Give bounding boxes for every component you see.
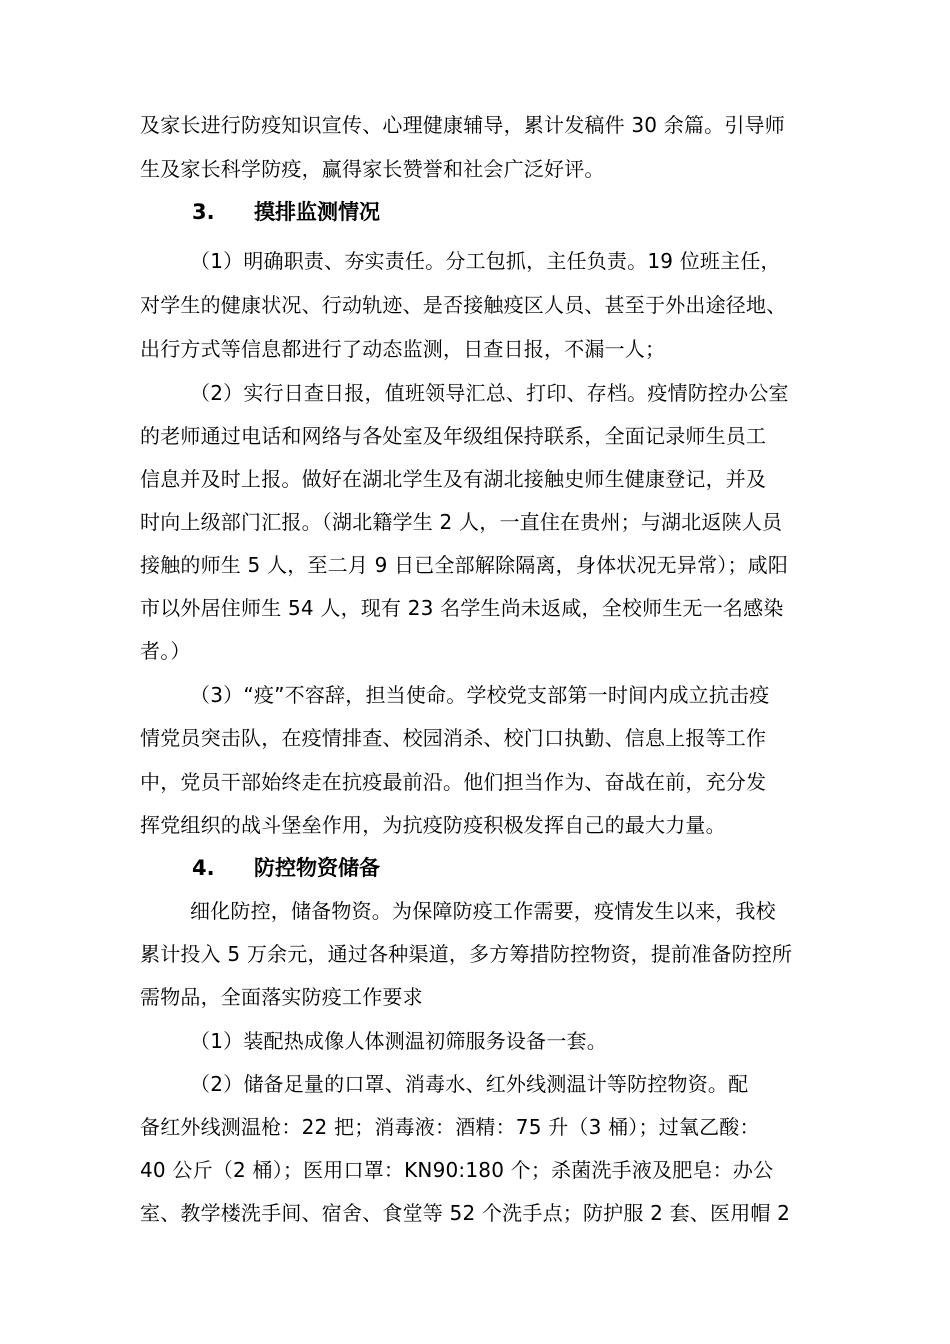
- paragraph-line: （2）实行日查日报，值班领导汇总、打印、存档。疫情防控办公室: [190, 381, 789, 405]
- paragraph-line: 者。）: [140, 639, 191, 663]
- paragraph-line: 细化防控，储备物资。为保障防疫工作需要，疫情发生以来，我校: [190, 899, 776, 923]
- paragraph-line: 需物品，全面落实防疫工作要求: [140, 985, 423, 1009]
- paragraph-line: 信息并及时上报。做好在湖北学生及有湖北接触史师生健康登记，并及: [140, 467, 767, 491]
- paragraph-line: 情党员突击队，在疫情排查、校园消杀、校门口执勤、信息上报等工作: [140, 726, 767, 750]
- paragraph-line: （3）“疫”不容辞，担当使命。学校党支部第一时间内成立抗击疫: [190, 683, 770, 707]
- paragraph-line: 对学生的健康状况、行动轨迹、是否接触疫区人员、甚至于外出途径地、: [140, 293, 787, 317]
- paragraph-line: 时向上级部门汇报。（湖北籍学生 2 人，一直住在贵州；与湖北返陕人员: [140, 510, 783, 534]
- paragraph-line: 市以外居住师生 54 人，现有 23 名学生尚未返咸，全校师生无一名感染: [140, 596, 784, 620]
- paragraph-line: （2）储备足量的口罩、消毒水、红外线测温计等防控物资。配: [190, 1072, 749, 1096]
- paragraph-line: 及家长进行防疫知识宣传、心理健康辅导，累计发稿件 30 余篇。引导师: [140, 113, 785, 137]
- section-heading: 防控物资储备: [254, 856, 380, 880]
- paragraph-line: 生及家长科学防疫，赢得家长赞誉和社会广泛好评。: [140, 157, 605, 181]
- paragraph-line: 室、教学楼洗手间、宿舍、食堂等 52 个洗手点；防护服 2 套、医用帽 2: [140, 1201, 791, 1225]
- section-number: 3.: [192, 200, 215, 224]
- paragraph-line: 40 公斤（2 桶）；医用口罩：KN90:180 个；杀菌洗手液及肥皂：办公: [140, 1158, 774, 1182]
- paragraph-line: 出行方式等信息都进行了动态监测，日查日报，不漏一人；: [140, 337, 666, 361]
- paragraph-line: 的老师通过电话和网络与各处室及年级组保持联系，全面记录师生员工: [140, 424, 767, 448]
- paragraph-line: 中，党员干部始终走在抗疫最前沿。他们担当作为、奋战在前，充分发: [140, 770, 767, 794]
- paragraph-line: 备红外线测温枪：22 把；消毒液：酒精：75 升（3 桶）；过氧乙酸：: [140, 1115, 760, 1139]
- paragraph-line: 接触的师生 5 人，至二月 9 日已全部解除隔离，身体状况无异常）；咸阳: [140, 553, 789, 577]
- section-number: 4.: [192, 856, 215, 880]
- paragraph-line: （1）装配热成像人体测温初筛服务设备一套。: [190, 1029, 607, 1053]
- paragraph-line: 挥党组织的战斗堡垒作用，为抗疫防疫积极发挥自己的最大力量。: [140, 813, 726, 837]
- paragraph-line: （1）明确职责、夯实责任。分工包抓，主任负责。19 位班主任，: [190, 249, 781, 273]
- paragraph-line: 累计投入 5 万余元，通过各种渠道，多方筹措防控物资，提前准备防控所: [140, 942, 793, 966]
- section-heading: 摸排监测情况: [254, 200, 380, 224]
